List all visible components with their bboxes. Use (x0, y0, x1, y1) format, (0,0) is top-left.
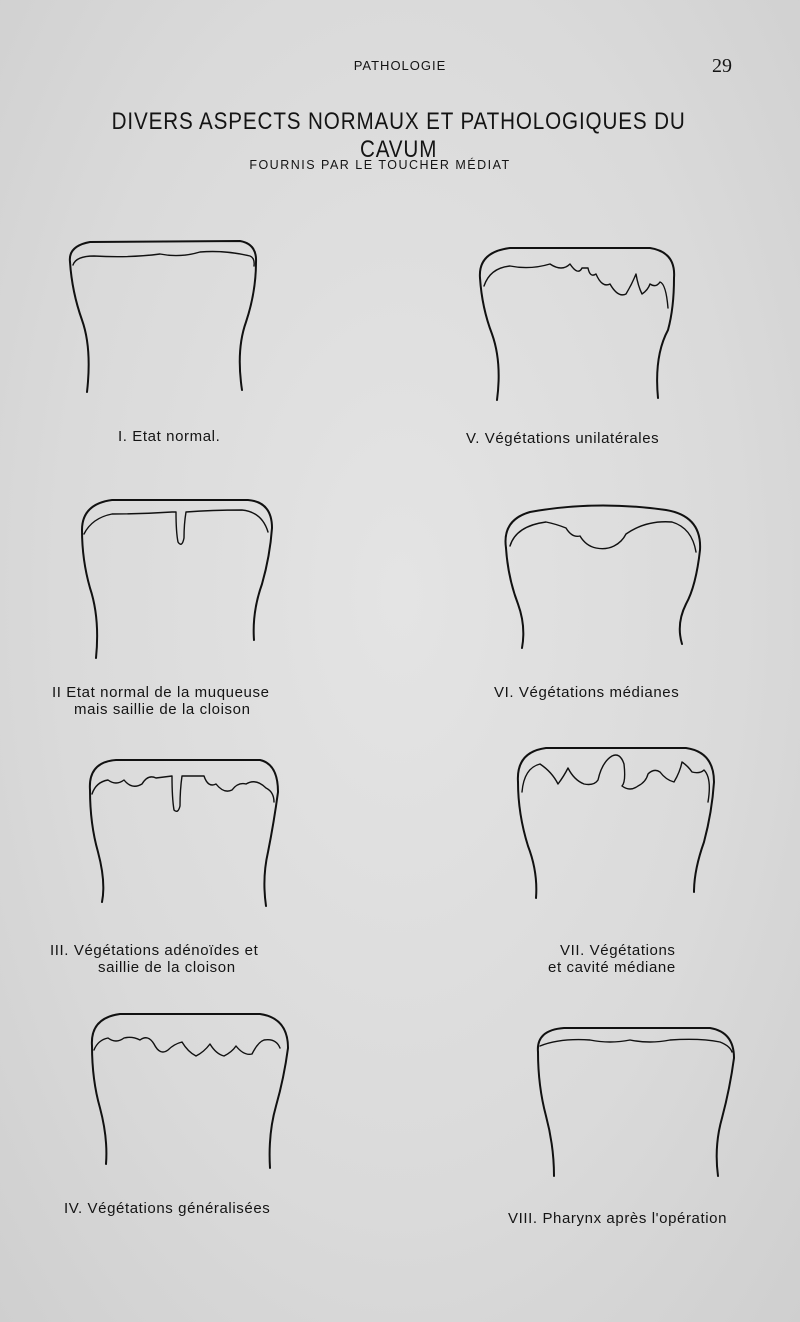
figure-7-illustration (510, 742, 720, 912)
caption-line: saillie de la cloison (98, 959, 236, 976)
figure-6-illustration (496, 500, 706, 670)
page-subtitle: FOURNIS PAR LE TOUCHER MÉDIAT (249, 158, 511, 172)
figure-1-illustration (60, 232, 270, 402)
caption-line: II Etat normal de la muqueuse (52, 684, 270, 701)
figure-8-caption (508, 1210, 727, 1227)
caption-line: et cavité médiane (548, 959, 676, 976)
figure-3-illustration (82, 752, 292, 922)
figure-5-illustration (470, 238, 680, 408)
caption-line: V. Végétations unilatérales (466, 430, 660, 447)
page-title: DIVERS ASPECTS NORMAUX ET PATHOLOGIQUES DU CAVUM (111, 108, 686, 163)
caption-line: I. Etat normal. (118, 428, 221, 445)
caption-line: VI. Végétations médianes (494, 684, 680, 701)
figure-3-caption (50, 942, 258, 976)
caption-line: IV. Végétations généralisées (64, 1200, 271, 1217)
figure-2-caption (52, 684, 270, 718)
caption-line: VIII. Pharynx après l'opération (508, 1210, 728, 1227)
figure-1-caption (118, 428, 220, 445)
caption-line: III. Végétations adénoïdes et (50, 942, 259, 959)
figure-5-caption (466, 430, 659, 447)
figure-7-caption (548, 942, 676, 976)
figure-8-illustration (530, 1022, 740, 1192)
figure-4-caption (64, 1200, 270, 1217)
figure-2-illustration (72, 492, 282, 662)
figure-4-illustration (84, 1008, 294, 1178)
page-number: 29 (712, 55, 732, 77)
figure-6-caption (494, 684, 679, 701)
caption-line: mais saillie de la cloison (74, 701, 251, 718)
running-head: PATHOLOGIE (353, 58, 447, 73)
caption-line: VII. Végétations (560, 942, 676, 959)
